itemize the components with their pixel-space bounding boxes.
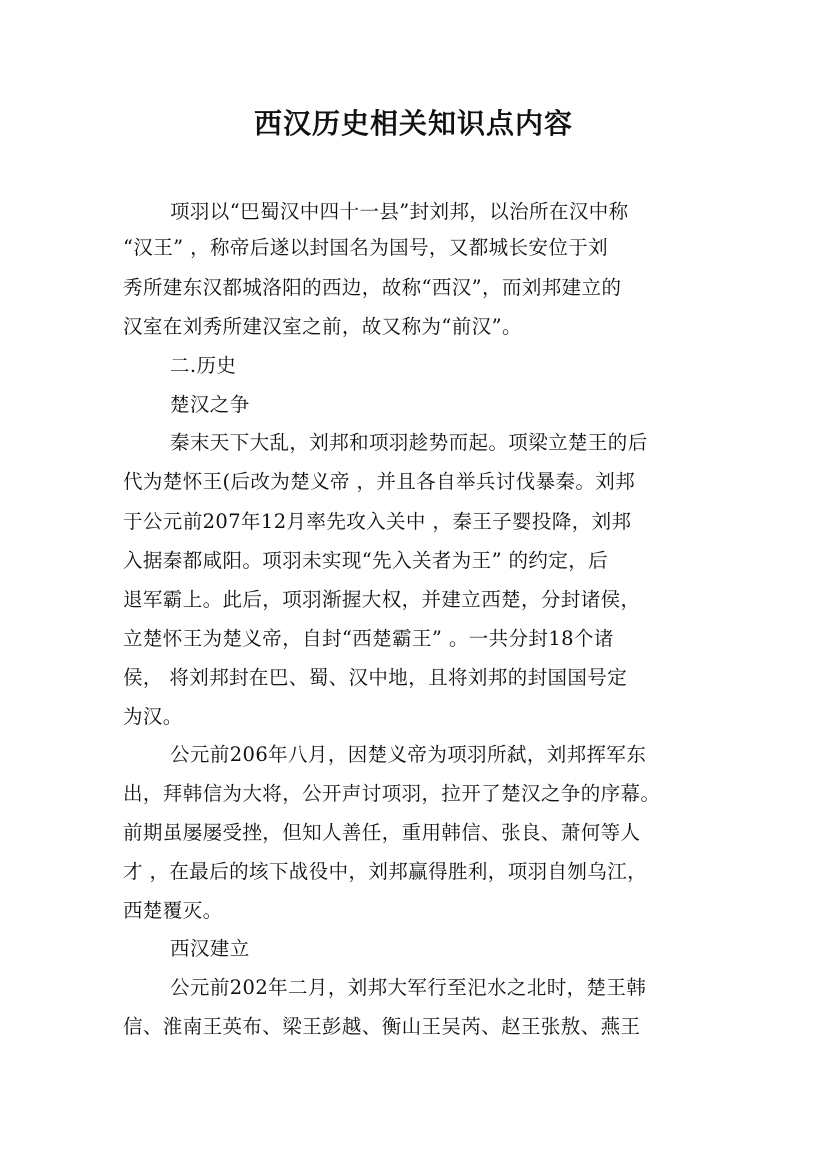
paragraph-line: 前期虽屡屡受挫，但知人善任，重用韩信、张良、萧何等人 [123, 821, 641, 844]
paragraph-line: 项羽以“巴蜀汉中四十一县”封刘邦，以治所在汉中称 [170, 200, 629, 223]
paragraph-line: 退军霸上。此后，项羽渐握大权，并建立西楚，分封诸侯， [123, 588, 641, 611]
subsection-heading: 楚汉之争 [170, 393, 250, 416]
section-heading: 二.历史 [170, 354, 237, 377]
paragraph-line: 公元前206年八月，因楚义帝为项羽所弑，刘邦挥军东 [170, 743, 647, 766]
paragraph-line: 入据秦都咸阳。项羽未实现“先入关者为王” 的约定，后 [123, 549, 609, 572]
paragraph-line: 于公元前207年12月率先攻入关中 ，秦王子婴投降，刘邦 [123, 510, 632, 533]
paragraph-line: 立楚怀王为楚义帝，自封“西楚霸王” 。一共分封18个诸 [123, 627, 614, 650]
paragraph-line: 侯， 将刘邦封在巴、蜀、汉中地，且将刘邦的封国国号定 [123, 666, 628, 689]
paragraph-line: 秦末天下大乱，刘邦和项羽趁势而起。项梁立楚王的后 [170, 431, 648, 454]
paragraph-line: 信、淮南王英布、梁王彭越、衡山王吴芮、赵王张敖、燕王 [123, 1015, 641, 1038]
paragraph-line: 出，拜韩信为大将，公开声讨项羽，拉开了楚汉之争的序幕。 [123, 782, 661, 805]
paragraph-line: 才 ，在最后的垓下战役中，刘邦赢得胜利，项羽自刎乌江， [123, 860, 647, 883]
paragraph-line: 西楚覆灭。 [123, 899, 223, 922]
document-title: 西汉历史相关知识点内容 [253, 107, 573, 140]
paragraph-line: “汉王” ，称帝后遂以封国名为国号，又都城长安位于刘 [123, 236, 609, 259]
subsection-heading: 西汉建立 [170, 937, 250, 960]
paragraph-line: 代为楚怀王(后改为楚义帝 ，并且各自举兵讨伐暴秦。刘邦 [123, 470, 636, 493]
paragraph-line: 为汉。 [123, 705, 183, 728]
paragraph-line: 公元前202年二月，刘邦大军行至汜水之北时，楚王韩 [170, 976, 647, 999]
paragraph-line: 汉室在刘秀所建汉室之前，故又称为“前汉”。 [123, 315, 522, 338]
paragraph-line: 秀所建东汉都城洛阳的西边，故称“西汉”，而刘邦建立的 [123, 276, 622, 299]
